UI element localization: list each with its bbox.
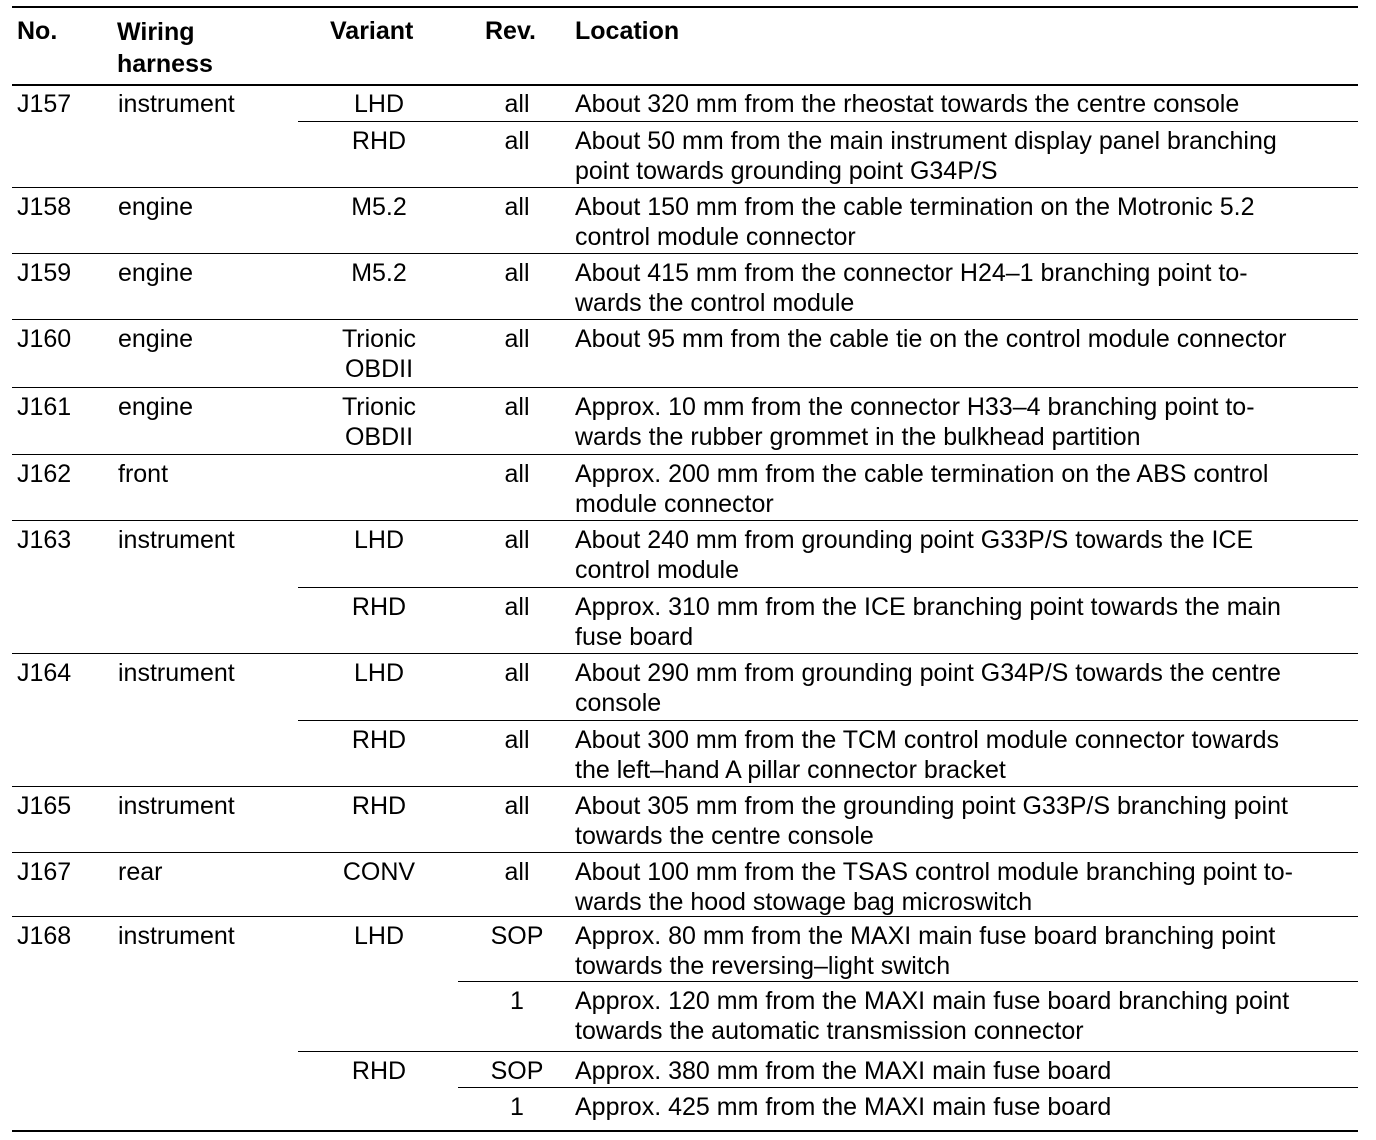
variant-cell: Trionic (341, 325, 417, 353)
rev-cell: all (504, 393, 530, 421)
location-cell: console (575, 689, 662, 717)
header-location: Location (575, 17, 680, 45)
location-cell: About 300 mm from the TCM control module connector towards (575, 726, 1280, 754)
location-cell: towards the centre console (575, 822, 874, 850)
connector-number: J167 (17, 858, 72, 886)
location-cell: About 50 mm from the main instrument display panel branching (575, 127, 1277, 155)
location-cell: About 240 mm from grounding point G33P/S towards the ICE (575, 526, 1254, 554)
rev-cell: all (504, 127, 530, 155)
variant-cell: M5.2 (351, 259, 407, 287)
location-cell: towards the automatic transmission connector (575, 1017, 1084, 1045)
table-top-rule (12, 6, 1358, 8)
header-bottom-rule (12, 84, 1358, 86)
row-divider (458, 981, 1358, 982)
wiring-harness: instrument (118, 659, 235, 687)
rev-cell: all (504, 858, 530, 886)
group-divider (12, 319, 1358, 320)
location-cell: Approx. 310 mm from the ICE branching point towards the main (575, 593, 1281, 621)
variant-cell: LHD (353, 659, 404, 687)
group-divider (12, 653, 1358, 654)
row-divider (458, 1087, 1358, 1088)
variant-cell: M5.2 (351, 193, 407, 221)
variant-cell: RHD (351, 127, 407, 155)
location-cell: About 320 mm from the rheostat towards the centre console (575, 90, 1240, 118)
rev-cell: all (504, 659, 530, 687)
location-cell: Approx. 10 mm from the connector H33–4 branching point to- (575, 393, 1255, 421)
wiring-harness: engine (118, 393, 194, 421)
variant-cell: OBDII (344, 355, 414, 383)
location-cell: Approx. 380 mm from the MAXI main fuse board (575, 1057, 1112, 1085)
rev-cell: all (504, 325, 530, 353)
location-cell: the left–hand A pillar connector bracket (575, 756, 1006, 784)
header-variant: Variant (330, 17, 414, 45)
variant-cell: LHD (353, 526, 404, 554)
wiring-harness: instrument (118, 792, 235, 820)
header-wiring-harness-line1: Wiring (117, 18, 195, 46)
location-cell: About 305 mm from the grounding point G33P/S branching point (575, 792, 1288, 820)
row-divider (298, 587, 1358, 588)
connector-number: J159 (17, 259, 72, 287)
variant-cell: Trionic (341, 393, 417, 421)
location-cell: About 290 mm from grounding point G34P/S towards the centre (575, 659, 1281, 687)
connector-number: J161 (17, 393, 72, 421)
location-cell: fuse board (575, 623, 694, 651)
group-divider (12, 253, 1358, 254)
variant-cell: LHD (353, 922, 404, 950)
location-cell: wards the rubber grommet in the bulkhead partition (575, 423, 1141, 451)
group-divider (12, 187, 1358, 188)
rev-cell: all (504, 90, 530, 118)
wiring-harness: instrument (118, 922, 235, 950)
wiring-harness: instrument (118, 526, 235, 554)
location-cell: wards the control module (575, 289, 855, 317)
location-cell: About 100 mm from the TSAS control module branching point to- (575, 858, 1293, 886)
location-cell: Approx. 120 mm from the MAXI main fuse board branching point (575, 987, 1290, 1015)
location-cell: About 415 mm from the connector H24–1 branching point to- (575, 259, 1248, 287)
header-no: No. (17, 17, 58, 45)
group-divider (12, 387, 1358, 388)
connector-number: J160 (17, 325, 72, 353)
rev-cell: all (504, 193, 530, 221)
location-cell: towards the reversing–light switch (575, 952, 951, 980)
variant-cell: RHD (351, 726, 407, 754)
variant-cell: RHD (351, 593, 407, 621)
location-cell: point towards grounding point G34P/S (575, 157, 998, 185)
rev-cell: SOP (490, 922, 544, 950)
group-divider (12, 916, 1358, 917)
row-divider (298, 121, 1358, 122)
connector-number: J162 (17, 460, 72, 488)
rev-cell: all (504, 259, 530, 287)
location-cell: About 150 mm from the cable termination on the Motronic 5.2 (575, 193, 1255, 221)
header-rev: Rev. (485, 17, 536, 45)
connector-number: J164 (17, 659, 72, 687)
variant-cell: CONV (342, 858, 416, 886)
rev-cell: all (504, 526, 530, 554)
variant-cell: LHD (353, 90, 404, 118)
rev-cell: 1 (510, 1093, 524, 1121)
location-cell: Approx. 425 mm from the MAXI main fuse board (575, 1093, 1112, 1121)
group-divider (12, 520, 1358, 521)
row-divider (298, 1051, 1358, 1052)
location-cell: module connector (575, 490, 774, 518)
wiring-harness: engine (118, 259, 194, 287)
variant-cell: RHD (351, 792, 407, 820)
location-cell: Approx. 200 mm from the cable termination on the ABS control (575, 460, 1269, 488)
group-divider (12, 786, 1358, 787)
connector-number: J168 (17, 922, 72, 950)
connector-number: J163 (17, 526, 72, 554)
connector-number: J157 (17, 90, 72, 118)
header-wiring-harness-line2: harness (117, 50, 213, 78)
row-divider (298, 720, 1358, 721)
rev-cell: SOP (490, 1057, 544, 1085)
group-divider (12, 454, 1358, 455)
group-divider (12, 852, 1358, 853)
rev-cell: all (504, 460, 530, 488)
wiring-harness: rear (118, 858, 163, 886)
variant-cell: RHD (351, 1057, 407, 1085)
wiring-harness: instrument (118, 90, 235, 118)
wiring-harness: front (118, 460, 169, 488)
location-cell: control module connector (575, 223, 856, 251)
connector-number: J165 (17, 792, 72, 820)
rev-cell: 1 (510, 987, 524, 1015)
rev-cell: all (504, 792, 530, 820)
location-cell: Approx. 80 mm from the MAXI main fuse board branching point (575, 922, 1276, 950)
wiring-harness: engine (118, 193, 194, 221)
rev-cell: all (504, 726, 530, 754)
location-cell: control module (575, 556, 739, 584)
connector-number: J158 (17, 193, 72, 221)
location-cell: About 95 mm from the cable tie on the control module connector (575, 325, 1287, 353)
rev-cell: all (504, 593, 530, 621)
location-cell: wards the hood stowage bag microswitch (575, 888, 1033, 916)
table-bottom-rule (12, 1130, 1358, 1132)
variant-cell: OBDII (344, 423, 414, 451)
wiring-harness: engine (118, 325, 194, 353)
